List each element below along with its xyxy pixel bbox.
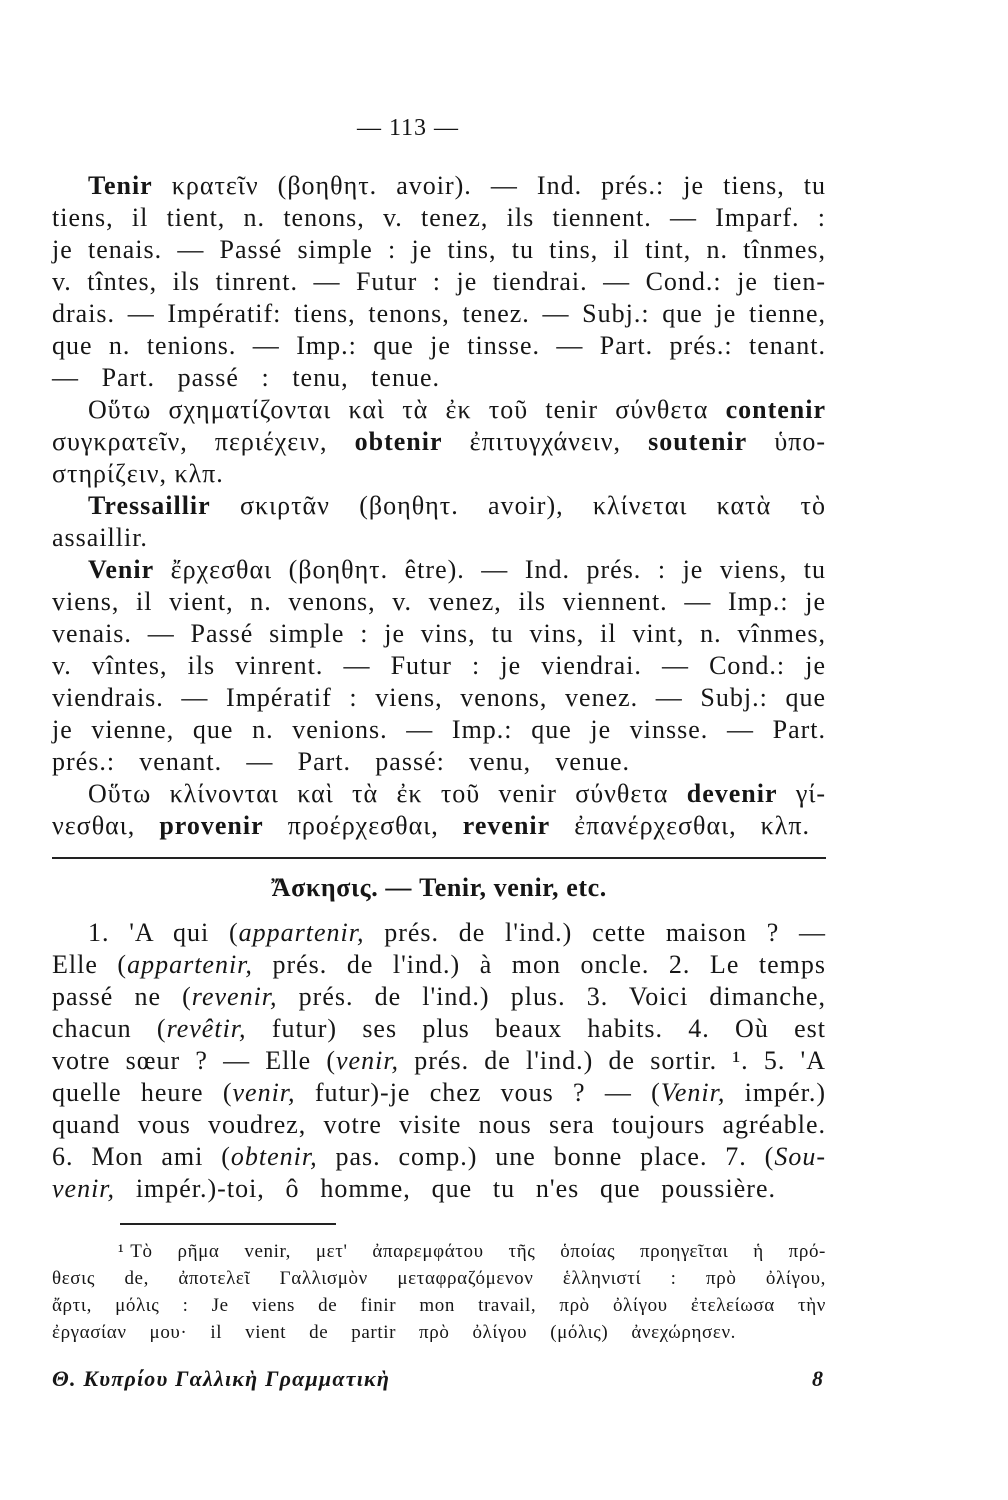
footnote-line — [52, 1238, 826, 1265]
headword-tressaillir: Tressaillir — [88, 491, 211, 520]
page-footer — [52, 1364, 832, 1394]
line-text: Elle ( — [52, 950, 128, 979]
text-line — [52, 778, 826, 810]
line-text: pas. comp.) une bonne place. 7. ( — [317, 1142, 775, 1171]
line-text: 1. 'A qui ( — [88, 918, 239, 947]
text-line — [52, 810, 826, 842]
headword-contenir: contenir — [725, 395, 826, 424]
paragraph-venir — [52, 554, 826, 778]
line-text: γί- — [777, 779, 826, 808]
paragraph-venir-compounds — [52, 778, 826, 842]
text-line — [52, 1173, 826, 1205]
text-line — [52, 554, 826, 586]
page-number: — 113 — — [356, 115, 460, 141]
line-text: 6. Mon ami ( — [52, 1142, 231, 1171]
paragraph-tenir-compounds — [52, 394, 826, 490]
verb-italic: venir, — [52, 1174, 116, 1203]
verb-italic: venir, — [336, 1046, 400, 1075]
paragraph-tenir — [52, 170, 826, 394]
paragraph-tressaillir — [52, 490, 826, 554]
line-text: prés. de l'ind.) plus. 3. Voici dimanche, — [277, 982, 827, 1011]
footnote-divider — [120, 1223, 336, 1225]
headword-tenir: Tenir — [88, 171, 153, 200]
line-text: futur) ses plus beaux habits. 4. Où est — [246, 1014, 826, 1043]
text-line: viendrais. — Impératif : viens, venons, venez. — Subj.: que — [52, 683, 826, 712]
headword-devenir: devenir — [686, 779, 778, 808]
headword-soutenir: soutenir — [648, 427, 748, 456]
headword-venir: Venir — [88, 555, 155, 584]
footnote-marker: ¹ — [118, 1241, 125, 1262]
line-text: ὑπο- — [747, 427, 826, 456]
text-line: — Part. passé : tenu, tenue. — [52, 363, 440, 392]
text-line — [52, 490, 826, 522]
footnote-line: ἄρτι, μόλις : Je viens de finir mon travail, πρὸ ὀλίγου ἐτελείωσα τὴν — [52, 1295, 826, 1316]
text-line: je vienne, que n. venions. — Imp.: que je vinsse. — Part. — [52, 715, 826, 744]
text-line — [52, 1013, 826, 1045]
text-line — [52, 1141, 826, 1173]
verb-italic: Sou- — [774, 1142, 827, 1171]
text-line: quand vous voudrez, votre visite nous sera toujours agréable. — [52, 1110, 826, 1139]
text-line — [52, 917, 826, 949]
verb-italic: appartenir, — [127, 950, 253, 979]
line-text: ἐπανέρχεσθαι, κλπ. — [550, 811, 810, 840]
signature-mark: 8 — [812, 1366, 825, 1391]
text-line: venais. — Passé simple : je vins, tu vins, il vint, n. vînmes, — [52, 619, 826, 648]
book-title: Θ. Κυπρίου Γαλλικὴ Γραμματικὴ — [52, 1366, 391, 1391]
line-text: κρατεῖν (βοηθητ. avoir). — Ind. prés.: je tiens, tu — [152, 171, 826, 200]
text-line — [52, 1077, 826, 1109]
text-line — [52, 981, 826, 1013]
text-line: v. tîntes, ils tinrent. — Futur : je tiendrai. — Cond.: je tien- — [52, 267, 826, 296]
headword-obtenir: obtenir — [354, 427, 443, 456]
verb-italic: revêtir, — [166, 1014, 247, 1043]
main-text — [52, 170, 826, 842]
text-line — [52, 394, 826, 426]
line-text: prés. de l'ind.) de sortir. ¹. 5. 'A — [399, 1046, 827, 1075]
verb-italic: revenir, — [191, 982, 278, 1011]
text-line: v. vîntes, ils vinrent. — Futur : je viendrai. — Cond.: je — [52, 651, 826, 680]
footnote — [52, 1238, 826, 1346]
text-line: assaillir. — [52, 523, 148, 552]
line-text: prés. de l'ind.) cette maison ? — — [364, 918, 826, 947]
verb-italic: appartenir, — [238, 918, 365, 947]
line-text: Οὕτω σχηματίζονται καὶ τὰ ἐκ τοῦ tenir σύνθετα — [88, 395, 726, 424]
section-divider — [52, 857, 826, 859]
text-line: viens, il vient, n. venons, v. venez, ils viennent. — Imp.: je — [52, 587, 826, 616]
exercise-text — [52, 917, 826, 1205]
line-text: συγκρατεῖν, περιέχειν, — [52, 427, 355, 456]
line-text: passé ne ( — [52, 982, 192, 1011]
text-line: στηρίζειν, κλπ. — [52, 459, 224, 488]
text-line — [52, 1045, 826, 1077]
headword-revenir: revenir — [462, 811, 551, 840]
line-text: νεσθαι, — [52, 811, 160, 840]
line-text: ἐπιτυγχάνειν, — [442, 427, 649, 456]
headword-provenir: provenir — [159, 811, 264, 840]
line-text: σκιρτᾶν (βοηθητ. avoir), κλίνεται κατὰ τὸ — [210, 491, 826, 520]
text-line — [52, 426, 826, 458]
text-line — [52, 170, 826, 202]
verb-italic: obtenir, — [230, 1142, 318, 1171]
text-line: je tenais. — Passé simple : je tins, tu tins, il tint, n. tînmes, — [52, 235, 826, 264]
line-text: Οὕτω κλίνονται καὶ τὰ ἐκ τοῦ venir σύνθετα — [88, 779, 687, 808]
line-text: προέρχεσθαι, — [263, 811, 463, 840]
text-line: que n. tenions. — Imp.: que je tinsse. — Part. prés.: tenant. — [52, 331, 826, 360]
line-text: impér.)-toi, ô homme, que tu n'es que poussière. — [115, 1174, 776, 1203]
text-line: prés.: venant. — Part. passé: venu, venue. — [52, 747, 630, 776]
line-text: prés. de l'ind.) à mon oncle. 2. Le temps — [252, 950, 827, 979]
verb-italic: venir, — [232, 1078, 296, 1107]
footnote-line: θεσις de, ἀποτελεῖ Γαλλισμὸν μεταφραζόμενον ἑλληνιστί : πρὸ ὀλίγου, — [52, 1268, 826, 1289]
line-text: Τὸ ρῆμα venir, μετ' ἀπαρεμφάτου τῆς ὁποίας προηγεῖται ἡ πρό- — [130, 1241, 826, 1262]
exercise-title: Ἄσκησις. — Tenir, venir, etc. — [271, 873, 607, 902]
text-line: drais. — Impératif: tiens, tenons, tenez. — Subj.: que je tienne, — [52, 299, 826, 328]
line-text: quelle heure ( — [52, 1078, 233, 1107]
line-text: futur)-je chez vous ? — ( — [295, 1078, 661, 1107]
text-line: tiens, il tient, n. tenons, v. tenez, ils tiennent. — Imparf. : — [52, 203, 826, 232]
verb-italic: Venir, — [660, 1078, 726, 1107]
line-text: impér.) — [725, 1078, 826, 1107]
line-text: votre sœur ? — Elle ( — [52, 1046, 337, 1075]
text-line — [52, 949, 826, 981]
footnote-line: ἐργασίαν μου· il vient de partir πρὸ ὀλίγου (μόλις) ἀνεχώρησεν. — [52, 1322, 736, 1343]
line-text: ἔρχεσθαι (βοηθητ. être). — Ind. prés. : je viens, tu — [154, 555, 826, 584]
line-text: chacun ( — [52, 1014, 167, 1043]
